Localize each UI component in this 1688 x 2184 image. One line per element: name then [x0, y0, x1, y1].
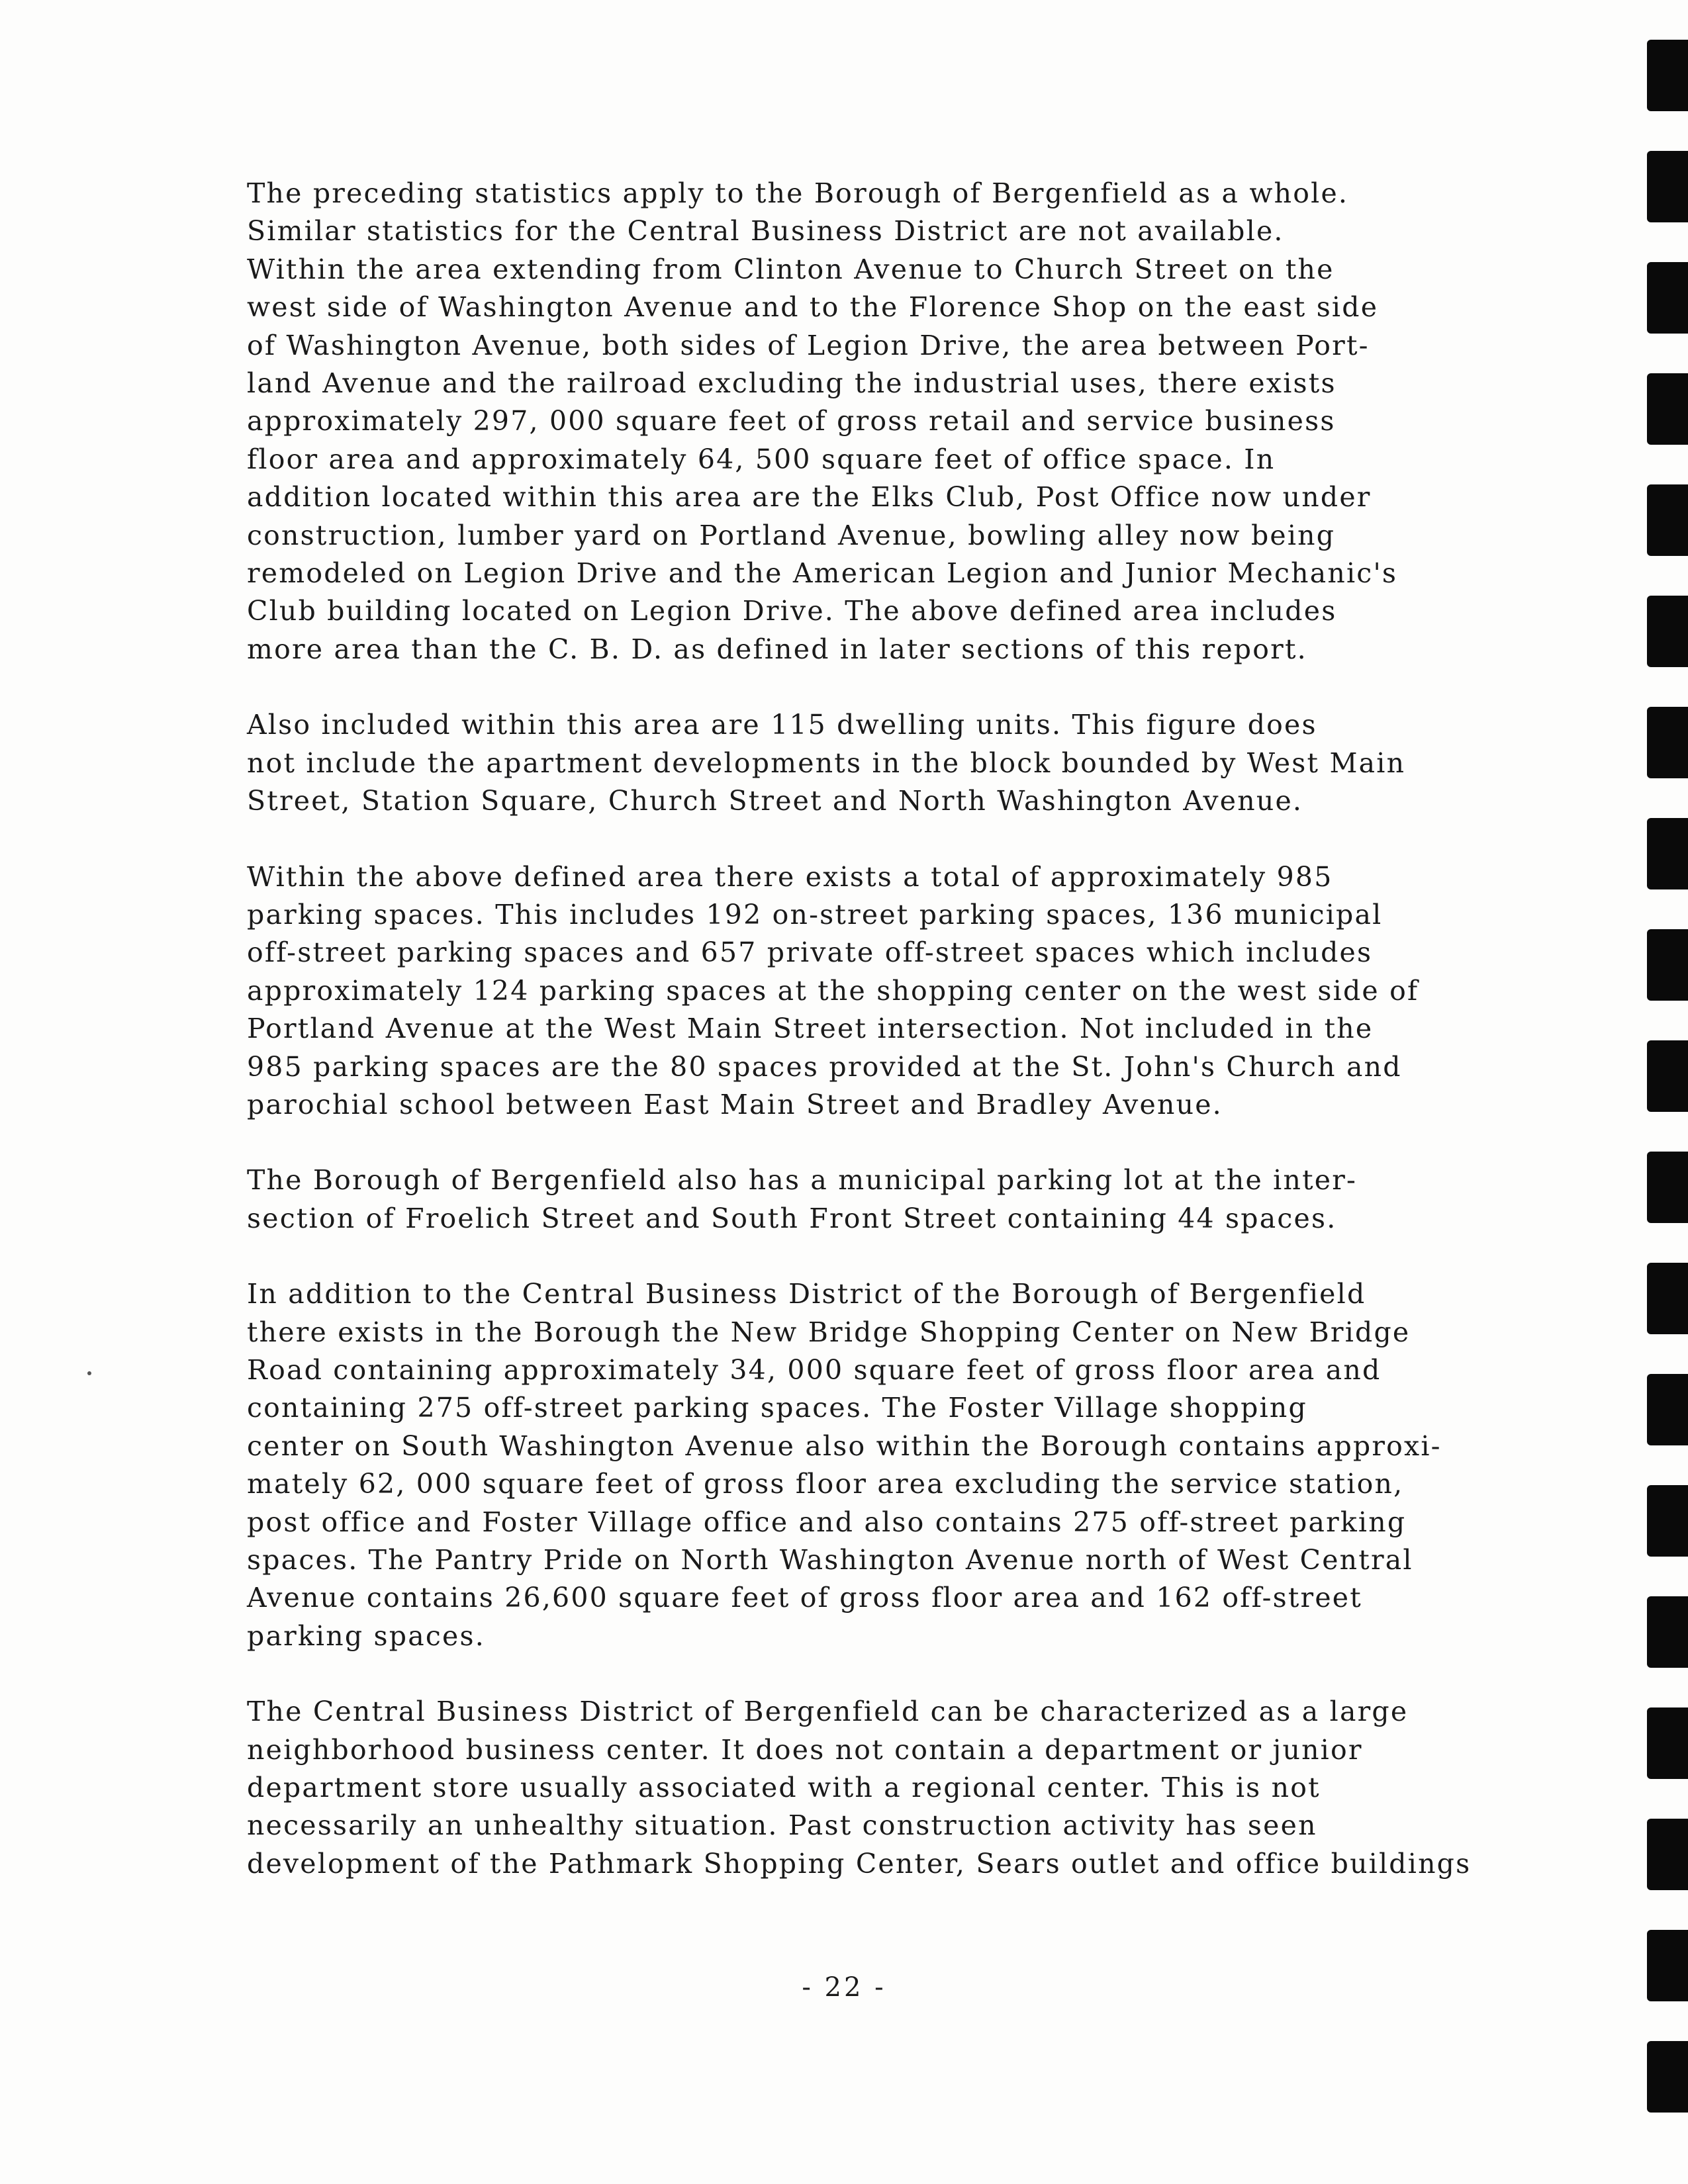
- page-number: - 22 -: [802, 1972, 886, 2003]
- paragraph: [247, 1161, 1564, 1238]
- binding-hole: [1647, 1374, 1688, 1445]
- spiral-binding-holes: [1635, 0, 1688, 2184]
- paragraph: [247, 1693, 1564, 1883]
- text-line: remodeled on Legion Drive and the American Legion and Junior Mechanic's: [247, 557, 1398, 590]
- paragraph: [247, 858, 1564, 1124]
- text-line: not include the apartment developments in the block bounded by West Main: [247, 747, 1406, 779]
- text-line: Within the above defined area there exists a total of approximately 985: [247, 860, 1333, 893]
- binding-hole: [1647, 1263, 1688, 1334]
- body-text: [247, 175, 1564, 1921]
- text-line: west side of Washington Avenue and to the Florence Shop on the east side: [247, 291, 1379, 324]
- text-line: containing 275 off-street parking spaces. The Foster Village shopping: [247, 1392, 1307, 1424]
- binding-hole: [1647, 1707, 1688, 1779]
- paper-speck: [87, 1371, 91, 1375]
- text-line: approximately 297, 000 square feet of gross retail and service business: [247, 405, 1336, 437]
- text-line: parochial school between East Main Street and Bradley Avenue.: [247, 1088, 1223, 1120]
- binding-hole: [1647, 818, 1688, 889]
- paragraph: [247, 175, 1564, 668]
- text-line: Similar statistics for the Central Business District are not available.: [247, 215, 1284, 248]
- text-line: land Avenue and the railroad excluding the industrial uses, there exists: [247, 367, 1336, 400]
- binding-hole: [1647, 1596, 1688, 1668]
- text-line: mately 62, 000 square feet of gross floor area excluding the service station,: [247, 1468, 1404, 1500]
- text-line: post office and Foster Village office and also contains 275 off-street parking: [247, 1506, 1407, 1538]
- binding-hole: [1647, 1485, 1688, 1557]
- text-line: Also included within this area are 115 dwelling units. This figure does: [247, 709, 1317, 741]
- binding-hole: [1647, 1152, 1688, 1223]
- binding-hole: [1647, 262, 1688, 334]
- text-line: development of the Pathmark Shopping Center, Sears outlet and office buildings: [247, 1847, 1472, 1880]
- text-line: department store usually associated with a regional center. This is not: [247, 1772, 1321, 1804]
- text-line: Club building located on Legion Drive. The above defined area includes: [247, 595, 1337, 627]
- text-line: Street, Station Square, Church Street and North Washington Avenue.: [247, 785, 1303, 817]
- text-line: Road containing approximately 34, 000 square feet of gross floor area and: [247, 1353, 1382, 1386]
- text-line: necessarily an unhealthy situation. Past construction activity has seen: [247, 1809, 1317, 1842]
- text-line: approximately 124 parking spaces at the shopping center on the west side of: [247, 974, 1419, 1007]
- text-line: section of Froelich Street and South Front Street containing 44 spaces.: [247, 1202, 1337, 1234]
- text-line: The Central Business District of Bergenfield can be characterized as a large: [247, 1696, 1409, 1728]
- text-line: The Borough of Bergenfield also has a municipal parking lot at the inter-: [247, 1164, 1358, 1197]
- binding-hole: [1647, 1040, 1688, 1112]
- text-line: Avenue contains 26,600 square feet of gross floor area and 162 off-street: [247, 1582, 1362, 1614]
- binding-hole: [1647, 484, 1688, 556]
- text-line: spaces. The Pantry Pride on North Washington Avenue north of West Central: [247, 1544, 1413, 1576]
- text-line: Portland Avenue at the West Main Street intersection. Not included in the: [247, 1013, 1374, 1045]
- binding-hole: [1647, 40, 1688, 111]
- text-line: parking spaces.: [247, 1619, 485, 1652]
- text-line: construction, lumber yard on Portland Avenue, bowling alley now being: [247, 519, 1336, 551]
- binding-hole: [1647, 373, 1688, 445]
- paragraph: [247, 706, 1564, 820]
- text-line: there exists in the Borough the New Bridge Shopping Center on New Bridge: [247, 1316, 1411, 1348]
- text-line: more area than the C. B. D. as defined in later sections of this report.: [247, 633, 1307, 665]
- text-line: In addition to the Central Business District of the Borough of Bergenfield: [247, 1278, 1366, 1310]
- text-line: addition located within this area are the Elks Club, Post Office now under: [247, 481, 1372, 514]
- binding-hole: [1647, 151, 1688, 222]
- text-line: neighborhood business center. It does not contain a department or junior: [247, 1733, 1363, 1766]
- binding-hole: [1647, 2041, 1688, 2113]
- text-line: 985 parking spaces are the 80 spaces provided at the St. John's Church and: [247, 1050, 1402, 1083]
- text-line: Within the area extending from Clinton Avenue to Church Street on the: [247, 253, 1335, 285]
- binding-hole: [1647, 596, 1688, 667]
- text-line: parking spaces. This includes 192 on-street parking spaces, 136 municipal: [247, 898, 1383, 931]
- binding-hole: [1647, 707, 1688, 778]
- text-line: center on South Washington Avenue also within the Borough contains approxi-: [247, 1430, 1442, 1462]
- text-line: of Washington Avenue, both sides of Legion Drive, the area between Port-: [247, 329, 1370, 361]
- paragraph: [247, 1275, 1564, 1655]
- text-line: floor area and approximately 64, 500 square feet of office space. In: [247, 443, 1276, 475]
- binding-hole: [1647, 1819, 1688, 1890]
- text-line: off-street parking spaces and 657 private off-street spaces which includes: [247, 936, 1373, 969]
- binding-hole: [1647, 929, 1688, 1001]
- text-line: The preceding statistics apply to the Borough of Bergenfield as a whole.: [247, 177, 1349, 209]
